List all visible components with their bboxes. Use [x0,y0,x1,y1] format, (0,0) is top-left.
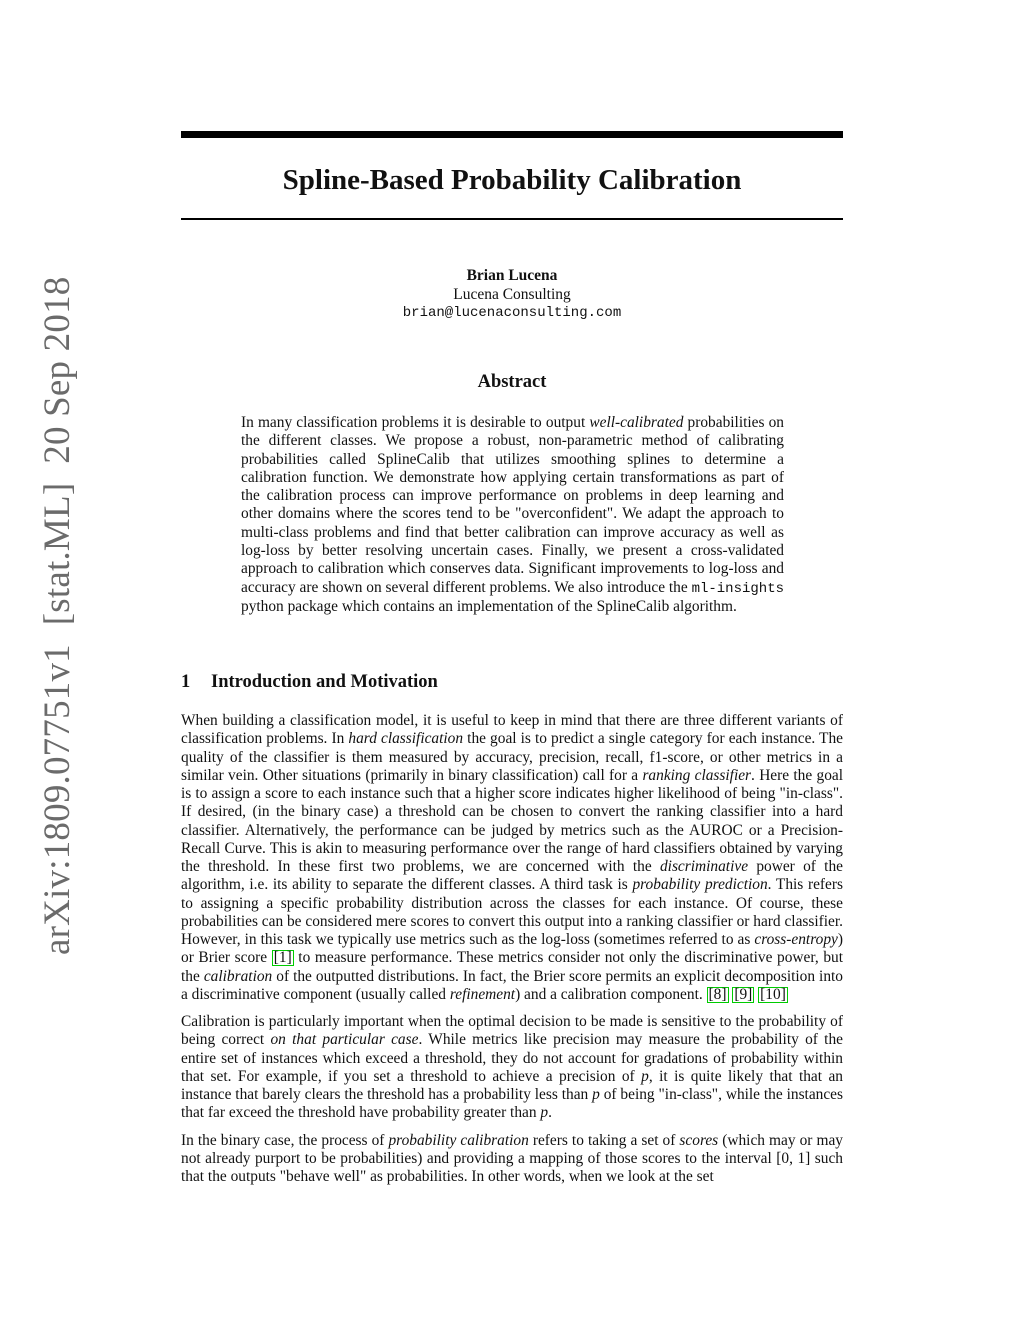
citation-link[interactable]: [8] [708,985,727,1003]
arxiv-date: 20 Sep 2018 [37,276,78,464]
citation-link[interactable]: [9] [734,985,753,1003]
citation-link[interactable]: [10] [760,985,786,1003]
package-name: ml-insights [691,580,784,597]
citation-link[interactable]: [1] [273,949,292,967]
title-bottom-rule [181,218,843,220]
arxiv-category: [stat.ML] [37,482,78,626]
arxiv-id: arXiv:1809.07751v1 [37,644,78,955]
paragraph: When building a classification model, it is useful to keep in mind that there are three different variants of classification problems. In hard classification the goal is to predict a single category for each instance. The quality of the classifier is them measured by accuracy, precision, recall, f1-score, or other metrics in a similar vein. Other situations (primarily in binary classification) call for a ranking classifier. Here the goal is to assign a score to each instance such that a higher score indicates higher likelihood of being "in-class". If desired, (in the binary case) a threshold can be chosen to convert the ranking classifier into a hard classifier. Alternatively, the performance can be judged by metrics such as the AUROC or a Precision-Recall Curve. This is akin to measuring performance over the range of hard classifiers obtained by varying the threshold. In these first two problems, we are concerned with the discriminative power of the algorithm, i.e. its ability to separate the different classes. A third task is probability prediction. This refers to assigning a specific probability distribution across the classes for each instance. Of course, these probabilities can be considered mere scores to convert this output into a ranking classifier or hard classifier. However, in this task we typically use metrics such as the log-loss (sometimes referred to as cross-entropy) or Brier score [1] to measure performance. These metrics consider not only the discriminative power, but the calibration of the outputted distributions. In fact, the Brier score permits an explicit decomposition into a discriminative component (usually called refinement) and a calibration component. [8] [9] [10] [181,712,844,1003]
title-top-rule [181,131,843,138]
author-block [181,266,843,323]
author-affiliation: Lucena Consulting [453,286,571,303]
section-number: 1 [181,672,191,692]
paragraph: In the binary case, the process of probability calibration refers to taking a set of scores (which may or may not already purport to be probabilities) and providing a mapping of those scores to the interval [0, 1] such that the outputs "behave well" as probabilities. In other words, when we look at the set [181,1131,843,1185]
abstract-text: In many classification problems it is desirable to output well-calibrated probabilities on the different classes. We propose a robust, non-parametric method of calibrating probabilities called SplineCalib that utilizes smoothing splines to determine a calibration function. We demonstrate how applying certain transformations as part of the calibration process can improve performance on problems in deep learning and other domains where the scores tend to be "overconfident". We adapt the approach to multi-class problems and find that better calibration can improve accuracy as well as log-loss by better resolving uncertain cases. Finally, we present a cross-validated approach to calibration which conserves data. Significant improvements to log-loss and accuracy are shown on several different problems. We also introduce the ml-insights python package which contains an implementation of the SplineCalib algorithm. [241,414,784,615]
abstract-heading: Abstract [477,372,547,392]
section-body [181,712,843,1195]
section-title: Introduction and Motivation [211,672,438,692]
arxiv-sidebar-stamp [38,277,78,955]
paper-title: Spline-Based Probability Calibration [282,164,742,196]
section-heading-introduction [181,670,843,694]
author-email: brian@lucenaconsulting.com [402,305,622,321]
author-name: Brian Lucena [466,267,558,284]
paragraph: Calibration is particularly important when the optimal decision to be made is sensitive to the probability of being correct on that particular case. While metrics like precision may measure the probability of the entire set of instances which exceed a threshold, they do not account for gradations of probability within that set. For example, if you set a threshold to achieve a precision of p, it is quite likely that that an instance that barely clears the threshold has a probability less than p of being "in-class", while the instances that far exceed the threshold have probability greater than p. [181,1013,844,1122]
